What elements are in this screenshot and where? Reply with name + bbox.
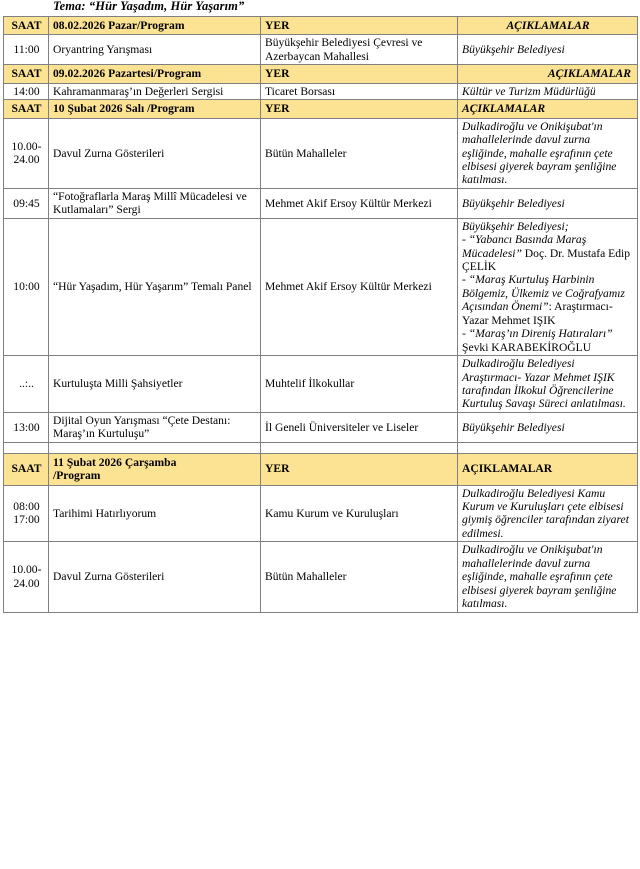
cell-program: “Fotoğraflarla Maraş Millî Mücadelesi ve Kutlamaları” Sergi — [49, 188, 261, 218]
cell-venue: Büyükşehir Belediyesi Çevresi ve Azerbaycan Mahallesi — [261, 35, 458, 65]
cell-program: Kahramanmaraş’ın Değerleri Sergisi — [49, 83, 261, 99]
column-header-yer: YER — [261, 17, 458, 35]
spacer-cell — [458, 442, 638, 453]
cell-program: Kurtuluşta Milli Şahsiyetler — [49, 356, 261, 413]
column-header-aciklamalar: AÇIKLAMALAR — [458, 100, 638, 118]
cell-description: Dulkadiroğlu ve Onikişubat'ın mahallelerinde davul zurna eşliğinde, mahalle eşrafının çete elbisesi giyerek bayram şenliğine katılması. — [458, 542, 638, 612]
day-header-row — [4, 100, 638, 118]
cell-venue: Mehmet Akif Ersoy Kültür Merkezi — [261, 188, 458, 218]
time-line-2: 24.00 — [13, 576, 40, 590]
cell-description — [458, 218, 638, 355]
day-header-program: 09.02.2026 Pazartesi/Program — [49, 65, 261, 83]
cell-description: Dulkadiroğlu ve Onikişubat'ın mahallelerinde davul zurna eşliğinde, mahalle eşrafının çete elbisesi giyerek bayram şenliğine katılması. — [458, 118, 638, 188]
cell-program: “Hür Yaşadım, Hür Yaşarım” Temalı Panel — [49, 218, 261, 355]
cell-program: Davul Zurna Gösterileri — [49, 542, 261, 612]
cell-description: Dulkadiroğlu Belediyesi Kamu Kurum ve Kuruluşları çete elbisesi giymiş öğrenciler tarafından ziyaret edilmesi. — [458, 485, 638, 542]
description-fragment: - “Yabancı Basında Maraş Mücadelesi” — [462, 233, 587, 260]
day-header-line-1: 11 Şubat 2026 Çarşamba — [53, 455, 177, 469]
description-fragment: Doç. Dr. Mustafa Edip ÇELİK — [462, 246, 631, 273]
cell-description: Dulkadiroğlu Belediyesi Araştırmacı- Yazar Mehmet IŞIK tarafından İlkokul Öğrencilerine Kurtuluş Savaşı Süreci anlatılması. — [458, 356, 638, 413]
table-row — [4, 83, 638, 99]
table-row — [4, 356, 638, 413]
cell-time: 10:00 — [4, 218, 49, 355]
day-header-program — [49, 453, 261, 485]
table-row — [4, 485, 638, 542]
cell-time: ..:.. — [4, 356, 49, 413]
table-spacer-row — [4, 442, 638, 453]
description-fragment: : Araştırmacı- Yazar Mehmet IŞIK — [462, 300, 613, 327]
column-header-saat: SAAT — [4, 65, 49, 83]
table-row — [4, 35, 638, 65]
column-header-yer: YER — [261, 453, 458, 485]
day-header-row — [4, 453, 638, 485]
day-header-row — [4, 17, 638, 35]
cell-venue: Muhtelif İlkokullar — [261, 356, 458, 413]
column-header-saat: SAAT — [4, 453, 49, 485]
cell-description: Büyükşehir Belediyesi — [458, 35, 638, 65]
table-row — [4, 188, 638, 218]
cell-time — [4, 542, 49, 612]
day-header-line-2: /Program — [53, 469, 101, 483]
day-header-program: 08.02.2026 Pazar/Program — [49, 17, 261, 35]
cell-time — [4, 118, 49, 188]
page-title: Tema: “Hür Yaşadım, Hür Yaşarım” — [53, 0, 245, 13]
column-header-aciklamalar: AÇIKLAMALAR — [458, 65, 638, 83]
time-line-2: 24.00 — [13, 153, 40, 167]
cell-venue: Bütün Mahalleler — [261, 542, 458, 612]
table-row — [4, 218, 638, 355]
description-fragment: - “Maraş Kurtuluş Harbinin Bölgemiz, Ülkemiz ve Coğrafyamız Açısından Önemi” — [462, 273, 625, 314]
day-header-program: 10 Şubat 2026 Salı /Program — [49, 100, 261, 118]
table-row — [4, 118, 638, 188]
table-row — [4, 412, 638, 442]
time-line-1: 10.00- — [11, 563, 42, 577]
cell-program: Tarihimi Hatırlıyorum — [49, 485, 261, 542]
cell-time: 13:00 — [4, 412, 49, 442]
spacer-cell — [49, 442, 261, 453]
column-header-saat: SAAT — [4, 17, 49, 35]
column-header-saat: SAAT — [4, 100, 49, 118]
cell-time: 09:45 — [4, 188, 49, 218]
cell-description: Büyükşehir Belediyesi — [458, 412, 638, 442]
cell-program: Davul Zurna Gösterileri — [49, 118, 261, 188]
time-line-2: 17:00 — [13, 513, 40, 527]
cell-venue: Ticaret Borsası — [261, 83, 458, 99]
cell-program: Oryantring Yarışması — [49, 35, 261, 65]
cell-venue: Kamu Kurum ve Kuruluşları — [261, 485, 458, 542]
column-header-yer: YER — [261, 100, 458, 118]
column-header-aciklamalar: AÇIKLAMALAR — [458, 17, 638, 35]
cell-time: 14:00 — [4, 83, 49, 99]
cell-time: 11:00 — [4, 35, 49, 65]
cell-description: Kültür ve Turizm Müdürlüğü — [458, 83, 638, 99]
cell-time — [4, 485, 49, 542]
cell-program: Dijital Oyun Yarışması “Çete Destanı: Maraş’ın Kurtuluşu” — [49, 412, 261, 442]
time-line-1: 08:00 — [13, 500, 40, 513]
table-row — [4, 542, 638, 612]
cell-venue: İl Geneli Üniversiteler ve Liseler — [261, 412, 458, 442]
spacer-cell — [4, 442, 49, 453]
cell-venue: Mehmet Akif Ersoy Kültür Merkezi — [261, 218, 458, 355]
spacer-cell — [261, 442, 458, 453]
column-header-aciklamalar: AÇIKLAMALAR — [458, 453, 638, 485]
column-header-yer: YER — [261, 65, 458, 83]
description-fragment: Büyükşehir Belediyesi; — [462, 219, 569, 233]
cell-venue: Bütün Mahalleler — [261, 118, 458, 188]
cell-description: Büyükşehir Belediyesi — [458, 188, 638, 218]
description-fragment: - “Maraş’ın Direniş Hatıraları” — [462, 327, 613, 341]
description-fragment: Şevki KARABEKİROĞLU — [462, 340, 592, 354]
program-schedule-table — [3, 16, 638, 613]
day-header-row — [4, 65, 638, 83]
time-line-1: 10.00- — [11, 139, 42, 153]
